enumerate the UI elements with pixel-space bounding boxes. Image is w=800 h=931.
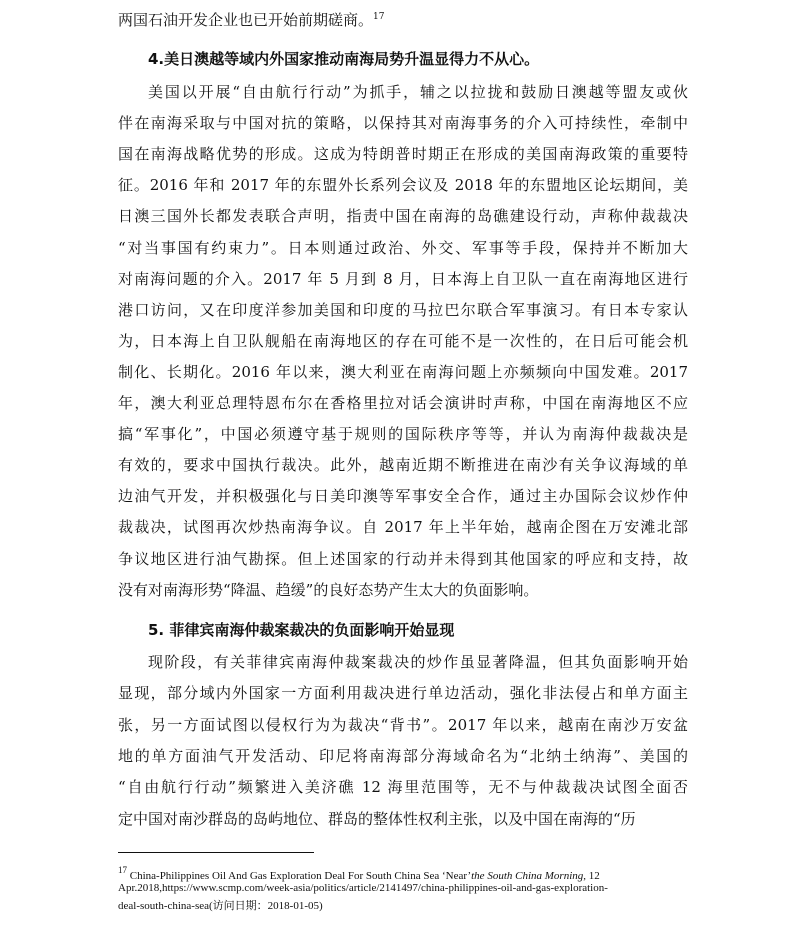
paragraph-line: 边油气开发，并积极强化与日美印澳等军事安全合作，通过主办国际会议炒作仲	[118, 487, 688, 506]
section-heading-4: 4.美日澳越等域内外国家推动南海局势升温显得力不从心。	[148, 50, 540, 68]
paragraph-line: 张，另一方面试图以侵权行为为裁决“背书”。2017 年以来，越南在南沙万安盆	[118, 715, 688, 734]
paragraph-line: 对南海问题的介入。2017 年 5 月到 8 月，日本海上自卫队一直在南海地区进行	[118, 269, 688, 288]
paragraph-line: 征。2016 年和 2017 年的东盟外长系列会议及 2018 年的东盟地区论坛期间，美	[118, 176, 688, 195]
footnote-line-3: deal-south-china-sea(访问日期：2018-01-05)	[118, 900, 323, 912]
paragraph-line: 地的单方面油气开发活动、印尼将南海部分海域命名为“北纳土纳海”、美国的	[118, 746, 688, 765]
paragraph-line: 搞“军事化”，中国必须遵守基于规则的国际秩序等等，并认为南海仲裁裁决是	[118, 425, 688, 444]
footnote-divider	[118, 852, 314, 853]
paragraph-line: 显现，部分域内外国家一方面利用裁决进行单边活动，强化非法侵占和单方面主	[118, 684, 688, 703]
paragraph-line: 没有对南海形势“降温、趋缓”的良好态势产生太大的负面影响。	[118, 580, 539, 599]
paragraph-line: 年，澳大利亚总理特恩布尔在香格里拉对话会演讲时声称，中国在南海地区不应	[118, 394, 688, 412]
continuation-line	[118, 7, 688, 30]
footnote-line-2: Apr.2018,https://www.scmp.com/week-asia/politics/article/2141497/china-philippines-oil-and-gas-exploration-	[118, 882, 608, 894]
paragraph-line: 日澳三国外长都发表联合声明，指责中国在南海的岛礁建设行动，声称仲裁裁决	[118, 207, 688, 226]
paragraph-line: 制化、长期化。2016 年以来，澳大利亚在南海问题上亦频频向中国发难。2017	[118, 362, 688, 381]
continuation-text: 两国石油开发企业也已开始前期磋商。	[118, 11, 374, 29]
footnote-text-end: , 12	[583, 870, 600, 882]
footnote-source: the South China Morning	[471, 870, 584, 882]
paragraph-line: “自由航行行动”频繁进入美济礁 12 海里范围等，无不与仲裁裁决试图全面否	[118, 778, 688, 797]
paragraph-line: 定中国对南沙群岛的岛屿地位、群岛的整体性权利主张，以及中国在南海的“历	[118, 809, 636, 828]
footnote-number: 17	[118, 865, 127, 875]
paragraph-line: 现阶段，有关菲律宾南海仲裁案裁决的炒作虽显著降温，但其负面影响开始	[148, 653, 688, 671]
paragraph-line: 争议地区进行油气勘探。但上述国家的行动并未得到其他国家的呼应和支持，故	[118, 549, 688, 568]
paragraph-line: 伴在南海采取与中国对抗的策略，以保持其对南海事务的介入可持续性，牵制中	[118, 114, 688, 133]
section-heading-5: 5. 菲律宾南海仲裁案裁决的负面影响开始显现	[148, 621, 455, 639]
footnote-text: China-Philippines Oil And Gas Exploration Deal For South China Sea ‘Near’	[129, 870, 472, 882]
paragraph-line: 有效的，要求中国执行裁决。此外，越南近期不断推进在南沙有关争议海域的单	[118, 456, 688, 475]
paragraph-line: 国在南海战略优势的形成。这成为特朗普时期正在形成的美国南海政策的重要特	[118, 145, 688, 164]
footnote-ref: 17	[373, 12, 385, 22]
paragraph-line: “对当事国有约束力”。日本则通过政治、外交、军事等手段，保持并不断加大	[118, 238, 688, 257]
paragraph-line: 港口访问，又在印度洋参加美国和印度的马拉巴尔联合军事演习。有日本专家认	[118, 300, 688, 319]
paragraph-line: 为，日本海上自卫队舰船在南海地区的存在可能不是一次性的，在日后可能会机	[118, 331, 688, 350]
paragraph-line: 裁裁决，试图再次炒热南海争议。自 2017 年上半年始，越南企图在万安滩北部	[118, 518, 688, 537]
paragraph-line: 美国以开展“自由航行行动”为抓手，辅之以拉拢和鼓励日澳越等盟友或伙	[148, 83, 688, 101]
